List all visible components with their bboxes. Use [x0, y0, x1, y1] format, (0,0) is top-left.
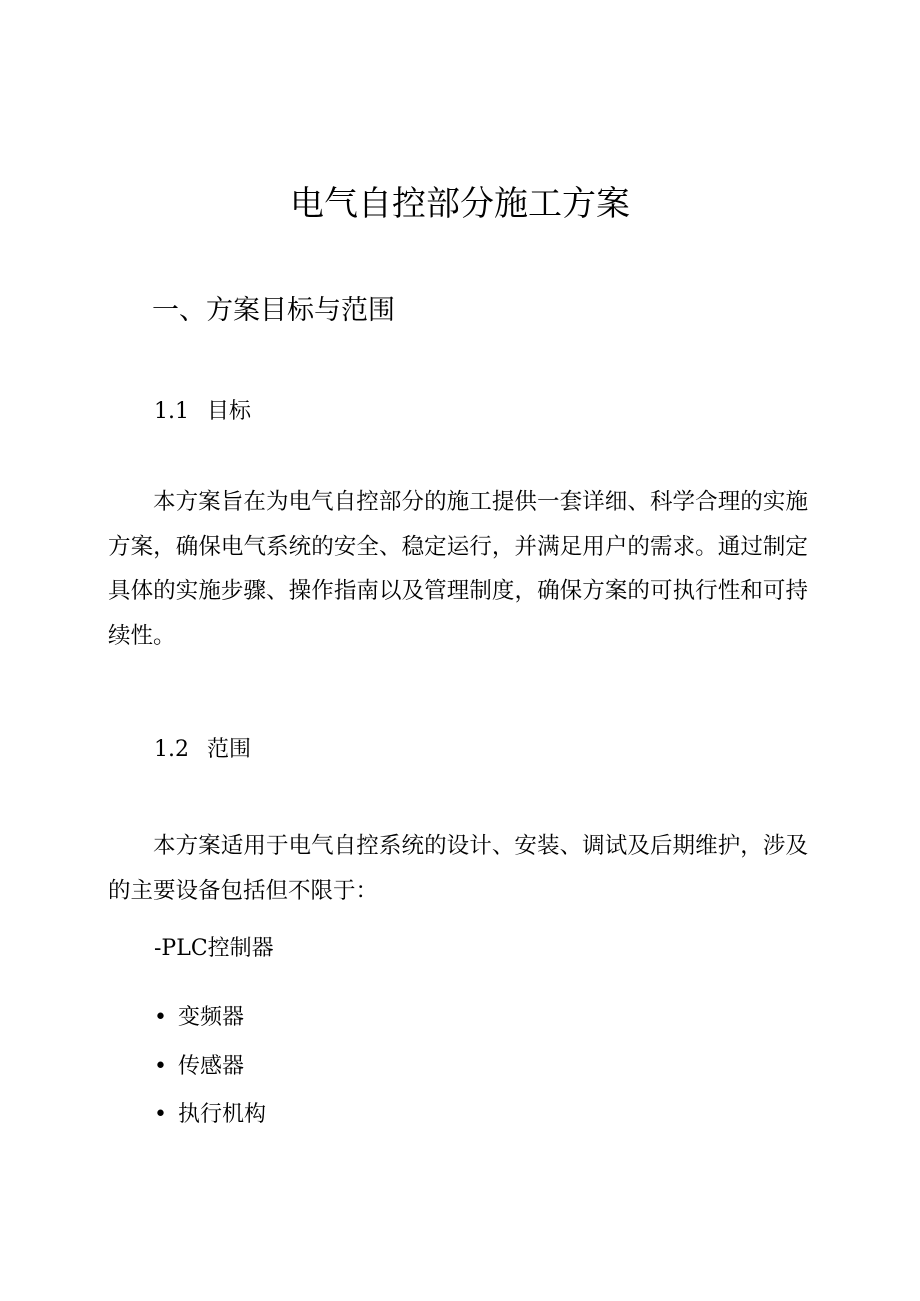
- section-heading: 一、方案目标与范围: [152, 295, 395, 326]
- list-item: [154, 1051, 266, 1100]
- equipment-list: [154, 1002, 266, 1148]
- list-item-text: 传感器: [178, 1053, 245, 1079]
- goal-paragraph: 本方案旨在为电气自控部分的施工提供一套详细、科学合理的实施方案，确保电气系统的安全、稳定运行，并满足用户的需求。通过制定具体的实施步骤、操作指南以及管理制度，确保方案的可执行性和可持续性。: [108, 489, 808, 650]
- subsection-label: 目标: [207, 399, 252, 424]
- document-title: 电气自控部分施工方案: [290, 184, 630, 224]
- list-item: [154, 1002, 266, 1051]
- subsection-heading-scope: [154, 734, 251, 766]
- scope-paragraph: 本方案适用于电气自控系统的设计、安装、调试及后期维护，涉及的主要设备包括但不限于：: [108, 833, 808, 904]
- list-item-text: 执行机构: [178, 1102, 267, 1127]
- list-item-text: 变频器: [178, 1005, 245, 1030]
- list-item: [154, 1099, 266, 1148]
- subsection-heading-goal: [154, 396, 251, 428]
- bullet-icon: •: [154, 1102, 167, 1127]
- subsection-number: 1.1: [154, 399, 189, 424]
- bullet-icon: •: [154, 1005, 167, 1030]
- list-item-plc: -PLC控制器: [154, 936, 274, 961]
- subsection-number: 1.2: [154, 737, 189, 762]
- bullet-icon: •: [154, 1053, 167, 1079]
- subsection-label: 范围: [207, 737, 252, 762]
